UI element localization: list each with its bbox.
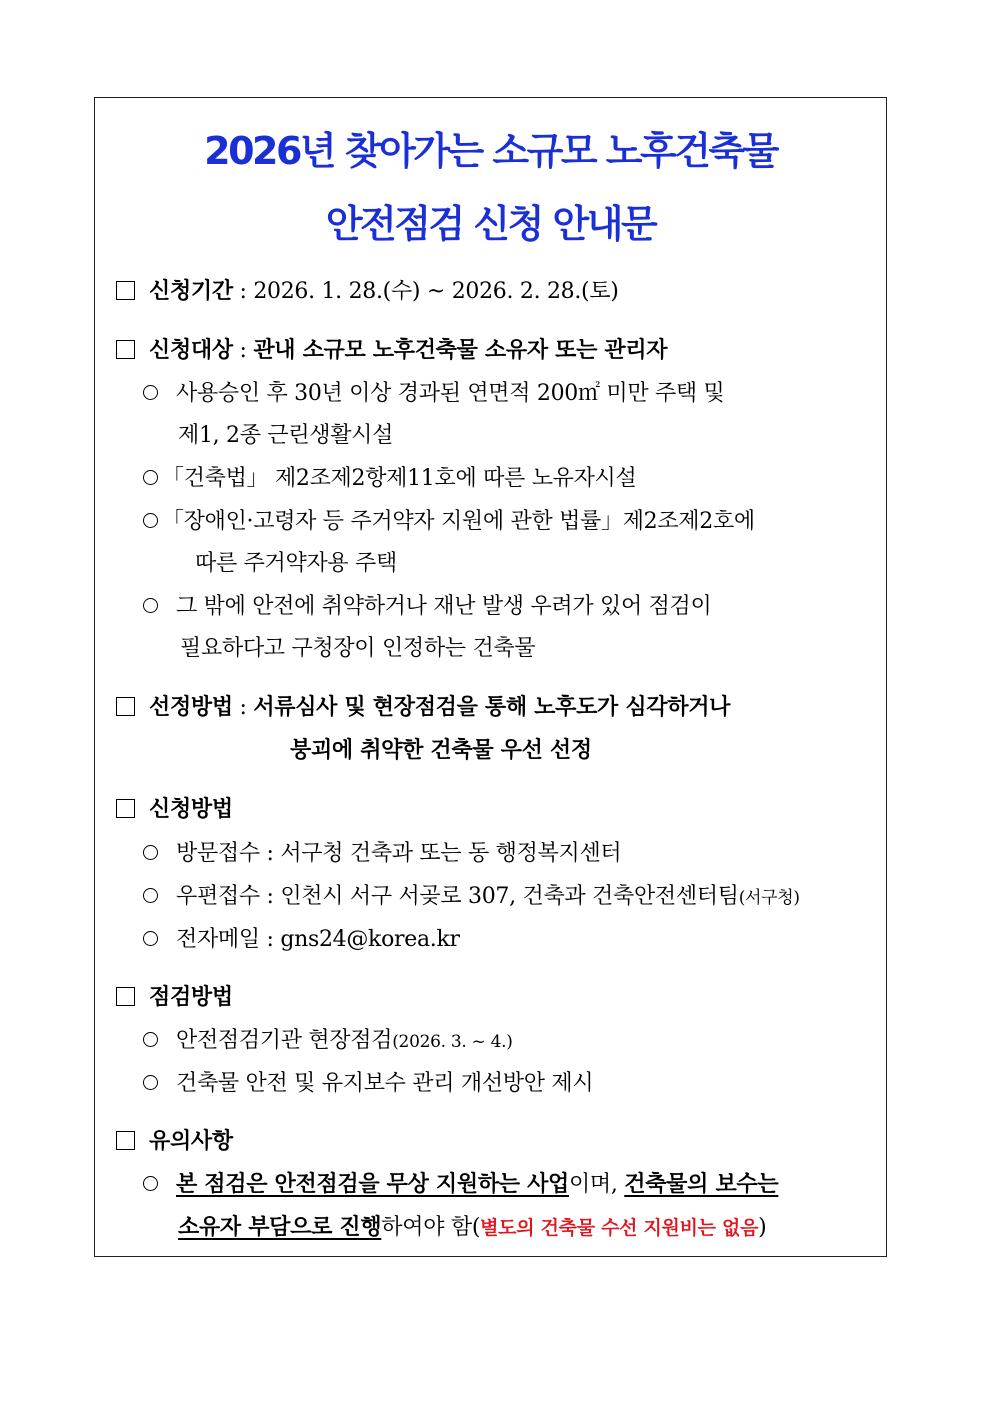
bullet-circle-icon <box>143 888 158 903</box>
checkbox-square-icon <box>116 697 135 716</box>
target-item-4-cont: 필요하다고 구청장이 인정하는 건축물 <box>180 636 536 661</box>
target-item-1-cont: 제1, 2종 근린생활시설 <box>178 423 394 448</box>
checkbox-square-icon <box>116 340 135 359</box>
notice-line-2: 소유자 부담으로 진행하여야 함(별도의 건축물 수선 지원비는 없음) <box>178 1214 767 1240</box>
bullet-circle-icon <box>143 513 158 528</box>
notice-line-1: 본 점검은 안전점검을 무상 지원하는 사업이며, 건축물의 보수는 <box>143 1167 778 1198</box>
apply-item-mail: 우편접수 : 인천시 서구 서곶로 307, 건축과 건축안전센터팀(서구청) <box>143 879 800 910</box>
bullet-circle-icon <box>143 470 158 485</box>
notice-label: 유의사항 <box>149 1128 233 1154</box>
title-line-1: 2026년 찾아가는 소규모 노후건축물 <box>204 129 777 173</box>
target-item-4: 그 밖에 안전에 취약하거나 재난 발생 우려가 있어 점검이 <box>143 589 711 620</box>
bullet-circle-icon <box>143 1176 158 1191</box>
bullet-circle-icon <box>143 1032 158 1047</box>
bullet-circle-icon <box>143 931 158 946</box>
target-item-3-cont: 따른 주거약자용 주택 <box>195 551 397 576</box>
target-value: 관내 소규모 노후건축물 소유자 또는 관리자 <box>253 337 668 363</box>
selection-sep: : <box>232 695 254 720</box>
bullet-circle-icon <box>143 385 158 400</box>
bullet-circle-icon <box>143 1075 158 1090</box>
selection-line-1: 서류심사 및 현장점검을 통해 노후도가 심각하거나 <box>253 694 731 720</box>
email-link[interactable]: gns24@korea.kr <box>280 927 460 952</box>
inspect-item-2: 건축물 안전 및 유지보수 관리 개선방안 제시 <box>143 1066 593 1097</box>
section-selection <box>116 690 730 721</box>
section-period <box>116 274 619 305</box>
apply-label: 신청방법 <box>149 796 233 822</box>
inspect-label: 점검방법 <box>149 984 233 1010</box>
checkbox-square-icon <box>116 281 135 300</box>
selection-line-2: 붕괴에 취약한 건축물 우선 선정 <box>290 737 592 763</box>
checkbox-square-icon <box>116 987 135 1006</box>
inspect-item-1: 안전점검기관 현장점검(2026. 3. ~ 4.) <box>143 1023 513 1054</box>
apply-item-visit: 방문접수 : 서구청 건축과 또는 동 행정복지센터 <box>143 836 621 867</box>
bullet-circle-icon <box>143 845 158 860</box>
checkbox-square-icon <box>116 1131 135 1150</box>
section-target <box>116 333 667 364</box>
checkbox-square-icon <box>116 799 135 818</box>
target-item-3: 「장애인·고령자 등 주거약자 지원에 관한 법률」제2조제2호에 <box>143 504 755 535</box>
section-apply <box>116 792 233 823</box>
period-sep: : <box>232 279 254 304</box>
target-item-1: 사용승인 후 30년 이상 경과된 연면적 200㎡ 미만 주택 및 <box>143 376 725 407</box>
notice-warning: 별도의 건축물 수선 지원비는 없음 <box>480 1217 759 1239</box>
selection-label: 선정방법 <box>149 694 233 720</box>
period-value: 2026. 1. 28.(수) ~ 2026. 2. 28.(토) <box>253 279 619 304</box>
section-inspect <box>116 980 233 1011</box>
bullet-circle-icon <box>143 598 158 613</box>
title-line-2: 안전점검 신청 안내문 <box>325 202 656 246</box>
target-sep: : <box>232 338 254 363</box>
section-notice <box>116 1124 233 1155</box>
target-item-2: 「건축법」 제2조제2항제11호에 따른 노유자시설 <box>143 461 636 492</box>
target-label: 신청대상 <box>149 337 233 363</box>
apply-item-email: 전자메일 : gns24@korea.kr <box>143 922 460 953</box>
period-label: 신청기간 <box>149 278 233 304</box>
